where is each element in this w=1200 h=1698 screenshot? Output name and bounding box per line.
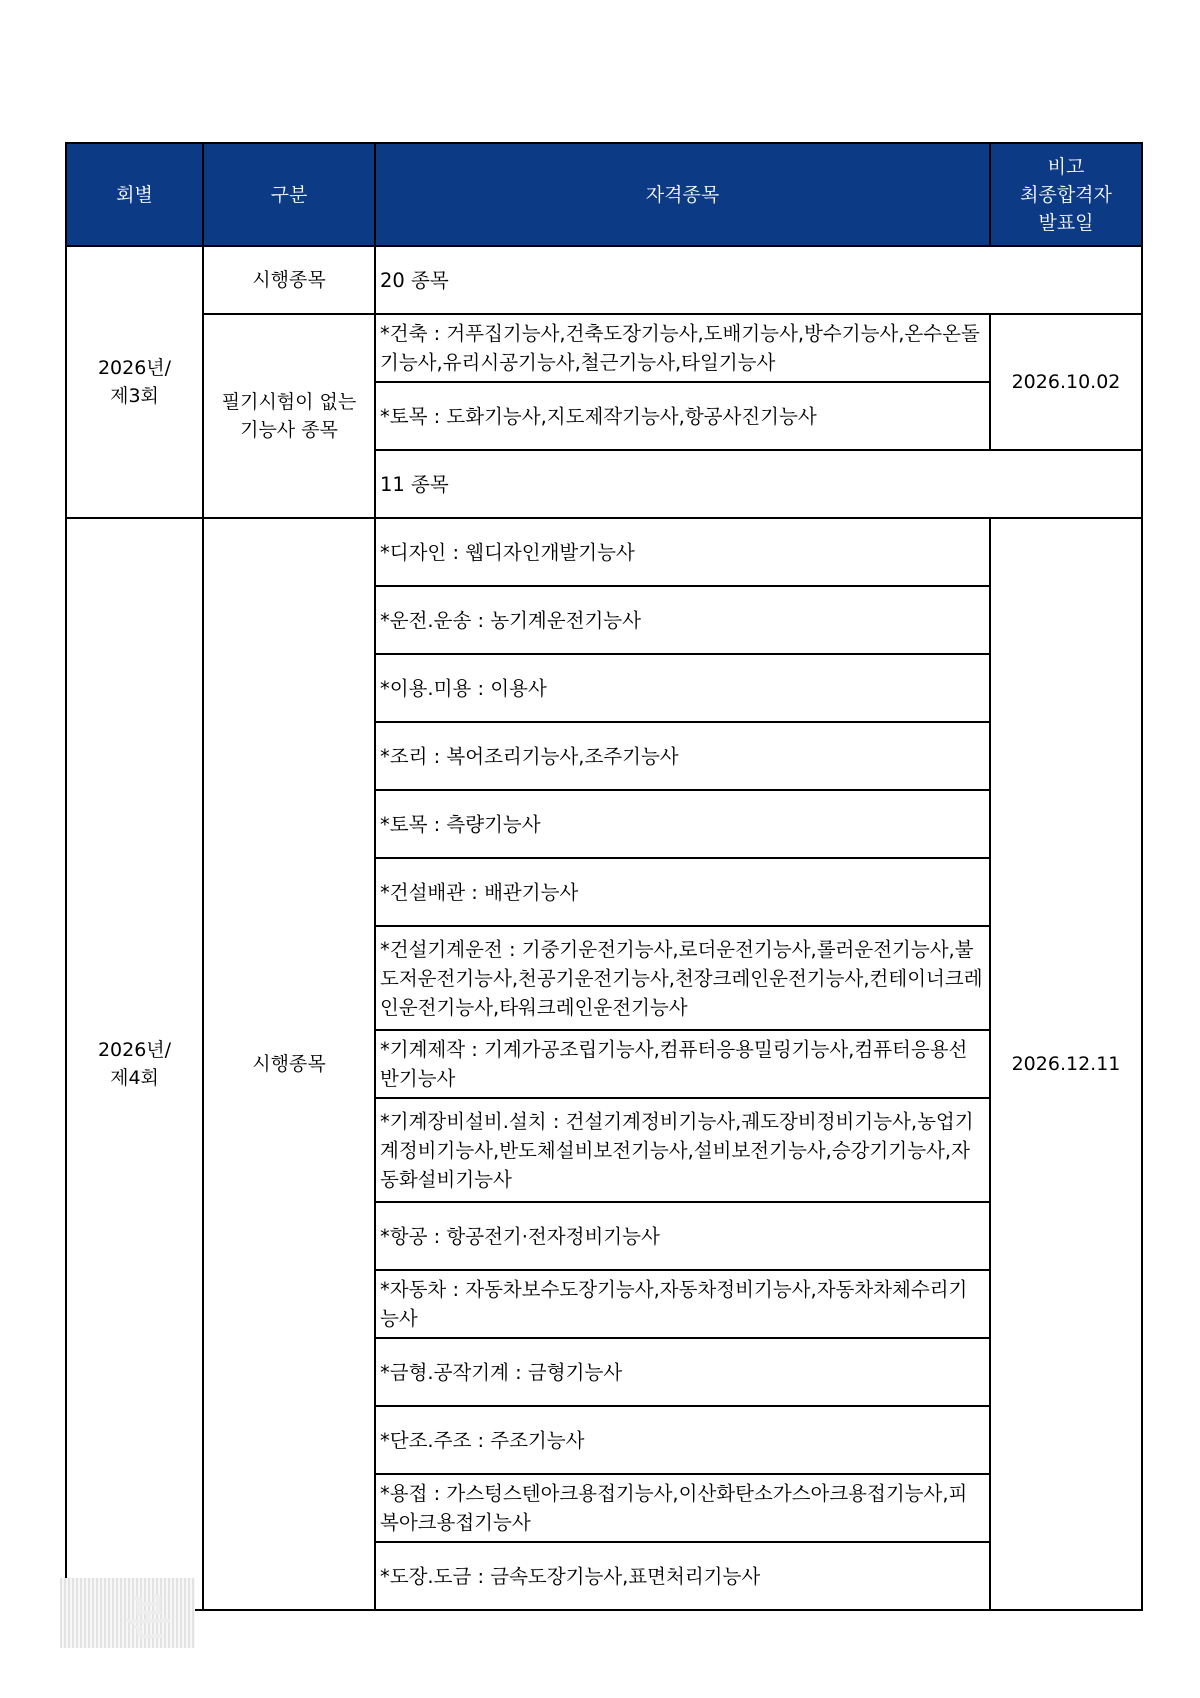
round3-item-civil: *토목 : 도화기능사,지도제작기능사,항공사진기능사 [375,382,990,450]
round3-round-line1: 2026년/ [97,357,172,379]
header-remark-line1: 비고 [1047,155,1085,178]
round4-item: *건설배관 : 배관기능사 [375,858,990,926]
header-remark-line3: 발표일 [1038,211,1094,234]
exam-schedule-table [65,142,1143,1611]
header-remark [990,143,1142,246]
table-row [66,314,1142,382]
round3-items-count: 11 종목 [375,450,1142,518]
round4-item: *이용.미용 : 이용사 [375,654,990,722]
round4-item: *운전.운송 : 농기계운전기능사 [375,586,990,654]
round3-round-line2: 제3회 [110,385,159,407]
round3-no-written-label [203,314,375,518]
round4-item: *기계장비설비.설치 : 건설기계정비기능사,궤도장비정비기능사,농업기계정비기능사,반도체설비보전기능사,설비보전기능사,승강기기능사,자동화설비기능사 [375,1098,990,1202]
header-category: 구분 [203,143,375,246]
round4-item: *금형.공작기계 : 금형기능사 [375,1338,990,1406]
round3-item-architecture: *건축 : 거푸집기능사,건축도장기능사,도배기능사,방수기능사,온수온돌기능사,유리시공기능사,철근기능사,타일기능사 [375,314,990,382]
round4-round-line1: 2026년/ [97,1039,172,1061]
round4-item: *용접 : 가스텅스텐아크용접기능사,이산화탄소가스아크용접기능사,피복아크용접기능사 [375,1474,990,1542]
round4-item: *토목 : 측량기능사 [375,790,990,858]
header-qualification: 자격종목 [375,143,990,246]
round4-item: *항공 : 항공전기·전자정비기능사 [375,1202,990,1270]
round3-no-written-label-line1: 필기시험이 없는 [221,391,357,413]
round4-category-label: 시행종목 [203,518,375,1610]
round4-item: *조리 : 복어조리기능사,조주기능사 [375,722,990,790]
header-row [66,143,1142,246]
round4-item: *디자인 : 웹디자인개발기능사 [375,518,990,586]
round4-item: *자동차 : 자동차보수도장기능사,자동차정비기능사,자동차차체수리기능사 [375,1270,990,1338]
round3-announce-date: 2026.10.02 [990,314,1142,450]
watermark-text: 본 [126,1591,171,1645]
round4-item: *도장.도금 : 금속도장기능사,표면처리기능사 [375,1542,990,1610]
round4-round-line2: 제4회 [110,1067,159,1089]
round4-item: *건설기계운전 : 기중기운전기능사,로더운전기능사,롤러운전기능사,불도저운전기능사,천공기운전기능사,천장크레인운전기능사,컨테이너크레인운전기능사,타워크레인운전기능사 [375,926,990,1030]
header-round: 회별 [66,143,203,246]
round4-announce-date: 2026.12.11 [990,518,1142,1610]
round4-item: *단조.주조 : 주조기능사 [375,1406,990,1474]
watermark-logo [60,1578,195,1648]
round4-round-cell [66,518,203,1610]
round3-round-cell [66,246,203,518]
round3-exam-items-row [66,246,1142,314]
round3-exam-items-count: 20 종목 [375,246,1142,314]
round4-item: *기계제작 : 기계가공조립기능사,컴퓨터응용밀링기능사,컴퓨터응용선반기능사 [375,1030,990,1098]
round3-exam-items-label: 시행종목 [203,246,375,314]
header-remark-line2: 최종합격자 [1020,183,1112,206]
table-row [66,518,1142,586]
round3-no-written-label-line2: 기능사 종목 [240,419,338,441]
